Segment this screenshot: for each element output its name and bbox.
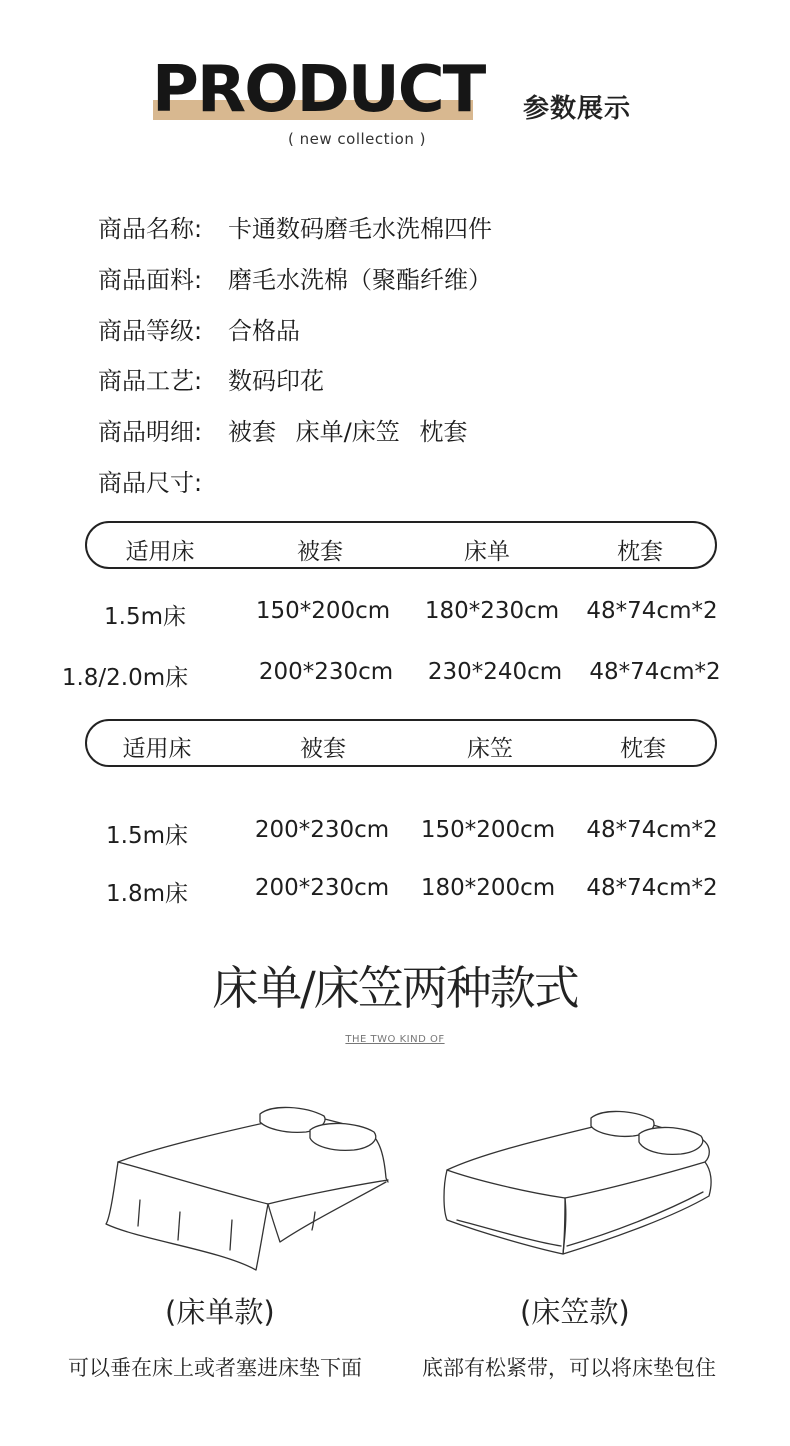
table-cell: 180*200cm — [420, 875, 556, 901]
table-cell: 48*74cm*2 — [589, 659, 721, 685]
spec-value: 数码印花 — [228, 367, 324, 395]
table-cell: 180*230cm — [424, 598, 560, 624]
section-subtitle: THE TWO KIND OF — [345, 1034, 445, 1045]
spec-label: 商品工艺: — [98, 367, 203, 395]
fitted-sheet-bed-illustration — [435, 1100, 720, 1260]
spec-row-name — [98, 209, 492, 244]
spec-row-items — [98, 412, 467, 447]
fitted-sheet-description: 底部有松紧带，可以将床垫包住 — [422, 1356, 716, 1380]
table-header-cell: 适用床 — [122, 736, 192, 762]
spec-label: 商品名称: — [98, 215, 203, 243]
section-label: 参数展示 — [523, 94, 632, 124]
table-header-cell: 枕套 — [620, 736, 666, 762]
table-cell: 200*230cm — [258, 659, 394, 685]
table-cell: 150*200cm — [420, 817, 556, 843]
table-header-cell: 被套 — [300, 736, 346, 762]
page-subtitle: ( new collection ) — [288, 130, 426, 148]
table-cell: 150*200cm — [255, 598, 391, 624]
table-header-cell: 被套 — [297, 539, 343, 565]
spec-label: 商品等级: — [98, 317, 203, 345]
spec-row-fabric — [98, 260, 492, 295]
flat-sheet-bed-illustration — [100, 1100, 395, 1275]
section-title: 床单/床笠两种款式 — [212, 961, 578, 1015]
spec-label: 商品尺寸: — [98, 469, 203, 497]
table-header-cell: 床笠 — [467, 736, 513, 762]
fitted-sheet-caption: (床笠款) — [520, 1295, 630, 1329]
spec-label: 商品明细: — [98, 418, 203, 446]
table-cell: 230*240cm — [427, 659, 563, 685]
table-cell: 48*74cm*2 — [586, 598, 718, 624]
spec-value: 被套 床单/床笠 枕套 — [228, 418, 468, 446]
table-cell: 1.5m床 — [106, 823, 188, 849]
spec-label: 商品面料: — [98, 266, 203, 294]
table-cell: 1.5m床 — [104, 604, 186, 630]
spec-row-craft — [98, 361, 324, 396]
table-cell: 1.8m床 — [106, 881, 188, 907]
table-header-cell: 床单 — [464, 539, 510, 565]
table-cell: 200*230cm — [254, 875, 390, 901]
spec-value: 磨毛水洗棉（聚酯纤维） — [228, 266, 492, 294]
spec-value: 合格品 — [228, 317, 300, 345]
spec-row-grade — [98, 311, 300, 346]
page-title: PRODUCT — [152, 53, 485, 127]
flat-sheet-description: 可以垂在床上或者塞进床垫下面 — [68, 1356, 362, 1380]
table-cell: 1.8/2.0m床 — [61, 665, 189, 691]
table-header-cell: 枕套 — [617, 539, 663, 565]
spec-row-size — [98, 463, 228, 498]
table-cell: 48*74cm*2 — [586, 875, 718, 901]
table-header-cell: 适用床 — [125, 539, 195, 565]
table-cell: 48*74cm*2 — [586, 817, 718, 843]
spec-value: 卡通数码磨毛水洗棉四件 — [228, 215, 492, 243]
table-cell: 200*230cm — [254, 817, 390, 843]
flat-sheet-caption: (床单款) — [165, 1295, 275, 1329]
